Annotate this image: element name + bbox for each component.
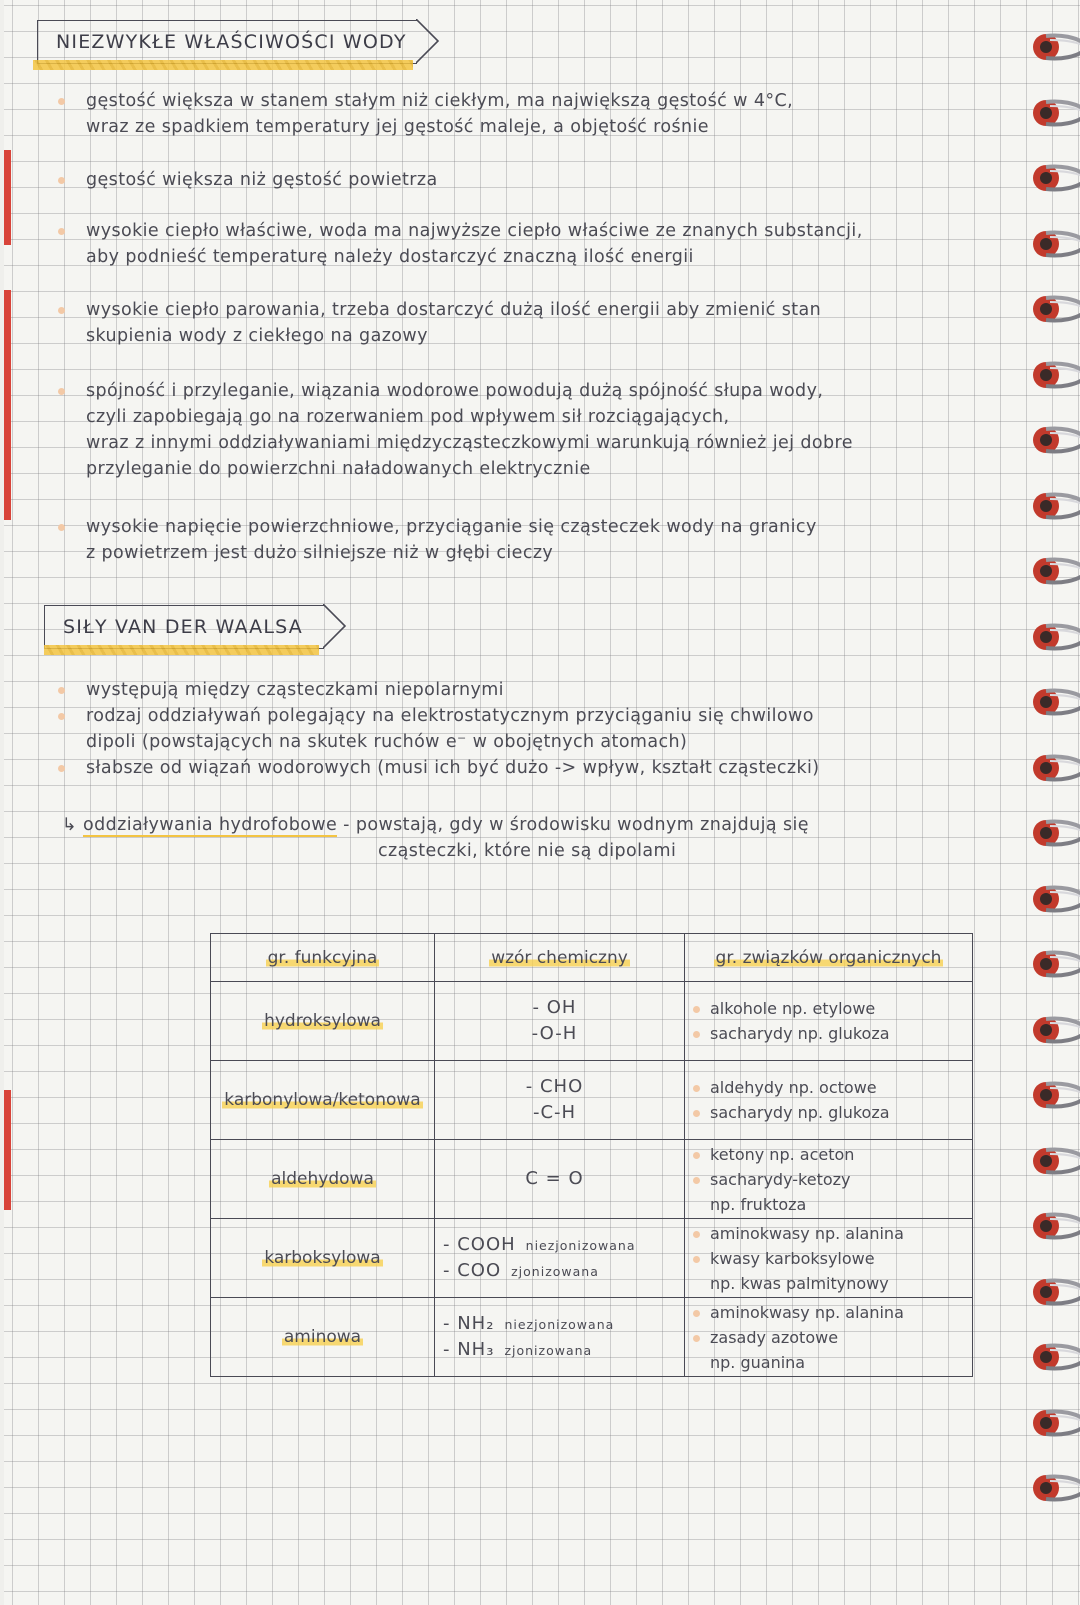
example-text: np. kwas palmitynowy [710,1273,889,1293]
binding-ring [1028,487,1080,525]
bullet-text-line: wraz ze spadkiem temperatury jej gęstość maleje, a objętość rośnie [86,117,709,137]
examples-cell [685,982,973,1061]
group-name: aldehydowa [271,1169,374,1189]
formula [443,1074,676,1100]
formula-note: niezjonizowana [504,1317,615,1332]
group-name: aminowa [283,1327,362,1347]
formula-text: -C-H [532,1102,577,1123]
bullet-dot [693,1152,700,1159]
formula [443,1258,676,1284]
binding-ring [1028,552,1080,590]
formula [443,1100,676,1126]
formula-cell [435,1298,685,1377]
bullet-text-line: z powietrzem jest dużo silniejsze niż w głębi cieczy [86,543,554,563]
example-text: sacharydy-ketozy [710,1169,851,1189]
bullet-text-line: spójność i przyleganie, wiązania wodorowe powodują dużą spójność słupa wody, [86,381,824,401]
bullet-dot [693,1031,700,1038]
group-name: karbonylowa/ketonowa [224,1090,421,1110]
examples-cell [685,1140,973,1219]
table-header-cell [435,934,685,982]
example-text: aldehydy np. octowe [710,1078,877,1097]
table-row [211,1061,973,1140]
section-title-banner [37,20,417,64]
hydrophobic-note-line2: cząsteczki, które nie są dipolami [378,841,677,861]
highlight-stripe [44,645,319,655]
banner-arrow-tip [416,19,442,63]
hydrophobic-term: oddziaływania hydrofobowe [83,815,338,835]
table-row [211,1219,973,1298]
formula [443,1337,676,1363]
table-row [211,1298,973,1377]
group-name-cell [211,1061,435,1140]
binding-ring [1028,1207,1080,1245]
table-row [211,1140,973,1219]
example-text: sacharydy np. glukoza [710,1024,890,1043]
binding-ring [1028,225,1080,263]
bullet-text-line: aby podnieść temperaturę należy dostarczyć znaczną ilość energii [86,247,694,267]
bullet-dot [58,307,65,314]
banner-arrow-tip [323,604,349,648]
bullet-text-line: dipoli (powstających na skutek ruchów e⁻ w obojętnych atomach) [86,732,688,752]
example-line [693,1300,964,1325]
table-row [211,982,973,1061]
formula-text: -O-H [531,1023,578,1044]
binding-ring [1028,1273,1080,1311]
binding-ring [1028,356,1080,394]
example-text: ketony np. aceton [710,1144,855,1164]
table-header-row [211,934,973,982]
binding-ring [1028,1142,1080,1180]
formula-text: - NH₃ [443,1339,495,1360]
hydrophobic-definition: - powstają, gdy w środowisku wodnym znajdują się [343,815,809,835]
group-name: hydroksylowa [264,1011,381,1031]
formula-text: - NH₂ [443,1313,495,1334]
example-line [693,1167,964,1192]
bullet-text-line: skupienia wody z ciekłego na gazowy [86,326,428,346]
bullet-dot [58,177,65,184]
formula-note: zjonizowana [504,1343,593,1358]
group-name-cell [211,1140,435,1219]
group-name: karboksylowa [264,1248,381,1268]
example-line [693,996,964,1021]
binding-ring [1028,1011,1080,1049]
formula-note: niezjonizowana [525,1238,636,1253]
bullet-dot [693,1231,700,1238]
binding-ring [1028,1076,1080,1114]
formula-cell [435,1219,685,1298]
bullet-dot [58,765,65,772]
formula-text: - COO [443,1260,502,1281]
example-line [693,1142,964,1167]
arrow-icon: ↳ [62,815,78,835]
binding-ring [1028,683,1080,721]
example-text: aminokwasy np. alanina [710,1302,904,1322]
header-text: gr. funkcyjna [267,947,378,968]
bullet-text-line: występują między cząsteczkami niepolarnymi [86,680,504,700]
bullet-dot [58,98,65,105]
bullet-text-line: wraz z innymi oddziaływaniami międzycząsteczkowymi warunkują również jej dobre [86,433,853,453]
table-header-cell [685,934,973,982]
formula [443,1166,676,1192]
red-edge-marker [4,290,11,520]
binding-ring [1028,1469,1080,1507]
examples-cell [685,1219,973,1298]
bullet-text-line: rodzaj oddziaływań polegający na elektrostatycznym przyciąganiu się chwilowo [86,706,814,726]
example-line [693,1350,964,1375]
binding-ring [1028,28,1080,66]
binding-ring [1028,1404,1080,1442]
bullet-dot [693,1085,700,1092]
bullet-dot [693,1006,700,1013]
binding-ring [1028,880,1080,918]
binding-ring [1028,618,1080,656]
binding-ring [1028,1338,1080,1376]
formula [443,995,676,1021]
bullet-text-line: gęstość większa w stanem stałym niż ciekłym, ma największą gęstość w 4°C, [86,91,794,111]
binding-ring [1028,945,1080,983]
group-name-cell [211,1219,435,1298]
binding-ring [1028,814,1080,852]
bullet-dot [58,388,65,395]
bullet-dot [693,1335,700,1342]
bullet-dot [693,1177,700,1184]
bullet-text-line: wysokie ciepło parowania, trzeba dostarczyć dużą ilość energii aby zmienić stan [86,300,822,320]
table-header-cell [211,934,435,982]
header-text: gr. związków organicznych [715,947,942,968]
example-line [693,1221,964,1246]
highlight-stripe [33,60,413,70]
examples-cell [685,1061,973,1140]
example-text: np. guanina [710,1352,806,1372]
section-title: NIEZWYKŁE WŁAŚCIWOŚCI WODY [56,31,407,53]
examples-cell [685,1298,973,1377]
example-text: aminokwasy np. alanina [710,1223,904,1243]
formula-text: - COOH [443,1234,516,1255]
bullet-text-line: słabsze od wiązań wodorowych (musi ich być dużo -> wpływ, kształt cząsteczki) [86,758,820,778]
bullet-text-line: wysokie napięcie powierzchniowe, przyciąganie się cząsteczek wody na granicy [86,517,817,537]
bullet-dot [693,1256,700,1263]
formula-text: - CHO [525,1076,584,1097]
formula-cell [435,1140,685,1219]
formula-note: zjonizowana [511,1264,599,1279]
bullet-dot [693,1310,700,1317]
hydrophobic-note-line [62,812,809,838]
bullet-dot [58,687,65,694]
formula-cell [435,982,685,1061]
section-title: SIŁY VAN DER WAALSA [63,616,303,638]
example-text: alkohole np. etylowe [710,999,876,1018]
bullet-dot [693,1110,700,1117]
functional-groups-table [210,933,973,1377]
example-text: kwasy karboksylowe [710,1248,875,1268]
example-text: np. fruktoza [710,1194,807,1214]
example-line [693,1075,964,1100]
formula [443,1311,676,1337]
example-line [693,1192,964,1217]
example-text: sacharydy np. glukoza [710,1103,890,1122]
binding-ring [1028,749,1080,787]
header-text: wzór chemiczny [491,947,628,968]
binding-ring [1028,290,1080,328]
binding-ring [1028,94,1080,132]
example-line [693,1325,964,1350]
formula-text: C = O [525,1168,584,1189]
bullet-dot [58,228,65,235]
section-title-banner [44,605,324,649]
bullet-dot [58,713,65,720]
formula [443,1021,676,1047]
group-name-cell [211,982,435,1061]
example-text: zasady azotowe [710,1327,839,1347]
group-name-cell [211,1298,435,1377]
formula-text: - OH [532,997,577,1018]
example-line [693,1246,964,1271]
example-line [693,1271,964,1296]
red-edge-marker [4,150,11,245]
bullet-text-line: gęstość większa niż gęstość powietrza [86,170,438,190]
example-line [693,1100,964,1125]
formula [443,1232,676,1258]
bullet-text-line: czyli zapobiegają go na rozerwaniem pod wpływem sił rozciągających, [86,407,730,427]
bullet-dot [58,524,65,531]
bullet-text-line: wysokie ciepło właściwe, woda ma najwyższe ciepło właściwe ze znanych substancji, [86,221,863,241]
example-line [693,1021,964,1046]
red-edge-marker [4,1090,11,1210]
binding-ring [1028,159,1080,197]
formula-cell [435,1061,685,1140]
binding-ring [1028,421,1080,459]
bullet-text-line: przyleganie do powierzchni naładowanych elektrycznie [86,459,591,479]
